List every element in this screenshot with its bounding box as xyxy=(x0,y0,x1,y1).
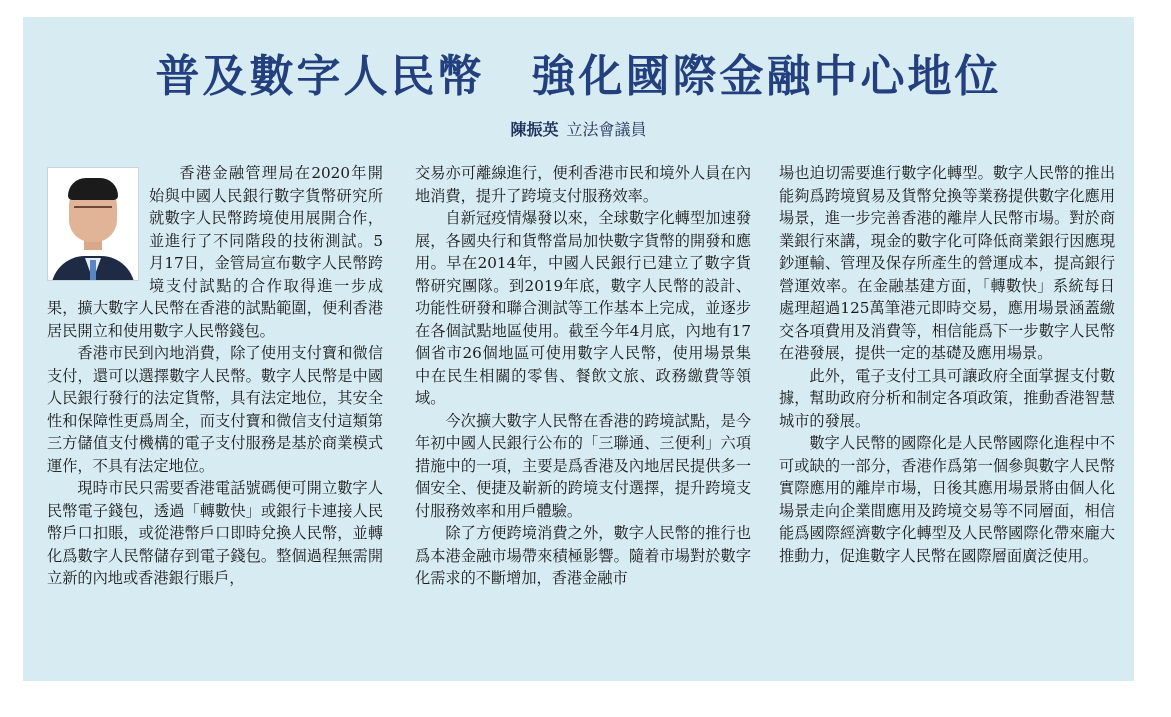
author-photo xyxy=(47,167,139,281)
article-panel xyxy=(23,17,1134,681)
column-2 xyxy=(415,162,751,590)
author-name: 陳振英 xyxy=(510,120,559,139)
paragraph: 香港市民到內地消費，除了使用支付寶和微信支付，還可以選擇數字人民幣。數字人民幣是中國人民銀行發行的法定貨幣，具有法定地位，其安全性和保障性更爲周全，而支付寶和微信支付這類第三方儲值支付機構的電子支付服務是基於商業模式運作，不具有法定地位。 xyxy=(47,344,383,475)
column-1 xyxy=(47,162,383,590)
headline: 普及數字人民幣 強化國際金融中心地位 xyxy=(155,51,1002,102)
paragraph: 現時市民只需要香港電話號碼便可開立數字人民幣電子錢包，透過「轉數快」或銀行卡連接人民幣戶口扣賬，或從港幣戶口即時兌換人民幣，並轉化爲數字人民幣儲存到電子錢包。整個過程無需開立新的內地或香港銀行賬戶， xyxy=(47,479,383,587)
paragraph: 香港金融管理局在2020年開始與中國人民銀行數字貨幣研究所就數字人民幣跨境使用展開合作，並進行了不同階段的技術測試。5月17日，金管局宣布數字人民幣跨境支付試點的合作取得進一步成果，擴大數字人民幣在香港的試點範圍，便利香港居民開立和使用數字人民幣錢包。 xyxy=(47,164,383,340)
paragraph: 除了方便跨境消費之外，數字人民幣的推行也爲本港金融市場帶來積極影響。隨着市場對於數字化需求的不斷增加，香港金融市 xyxy=(415,524,751,587)
byline xyxy=(23,119,1134,141)
paragraph: 交易亦可離線進行，便利香港市民和境外人員在內地消費，提升了跨境支付服務效率。 xyxy=(415,164,751,205)
paragraph: 數字人民幣的國際化是人民幣國際化進程中不可或缺的一部分，香港作爲第一個參與數字人民幣實際應用的離岸市場，日後其應用場景將由個人化場景走向企業間應用及跨境交易等不同層面，相信能爲國際經濟數字化轉型及人民幣國際化帶來龐大推動力，促進數字人民幣在國際層面廣泛使用。 xyxy=(779,434,1115,565)
paragraph: 此外，電子支付工具可讓政府全面掌握支付數據，幫助政府分析和制定各項政策，推動香港智慧城市的發展。 xyxy=(779,366,1115,430)
author-title: 立法會議員 xyxy=(566,120,647,139)
column-3 xyxy=(779,162,1115,567)
paragraph: 自新冠疫情爆發以來，全球數字化轉型加速發展，各國央行和貨幣當局加快數字貨幣的開發和應用。早在2014年，中國人民銀行已建立了數字貨幣研究團隊。到2019年底，數字人民幣的設計、功能性研發和聯合測試等工作基本上完成，並逐步在各個試點地區使用。截至今年4月底，內地有17個省市26個地區可使用數字人民幣，使用場景集中在民生相關的零售、餐飲文旅、政務繳費等領域。 xyxy=(415,209,751,407)
paragraph: 場也迫切需要進行數字化轉型。數字人民幣的推出能夠爲跨境貿易及貨幣兌換等業務提供數字化應用場景，進一步完善香港的離岸人民幣市場。對於商業銀行來講，現金的數字化可降低商業銀行因應現鈔運輸、管理及保存所產生的營運成本，提高銀行營運效率。在金融基建方面，「轉數快」系統每日處理超過125萬筆港元即時交易，應用場景涵蓋繳交各項費用及消費等，相信能爲下一步數字人民幣在港發展，提供一定的基礎及應用場景。 xyxy=(779,164,1115,362)
paragraph: 今次擴大數字人民幣在香港的跨境試點，是今年初中國人民銀行公布的「三聯通、三便利」六項措施中的一項，主要是爲香港及內地居民提供多一個安全、便捷及嶄新的跨境支付選擇，提升跨境支付服務效率和用戶體驗。 xyxy=(415,411,751,520)
